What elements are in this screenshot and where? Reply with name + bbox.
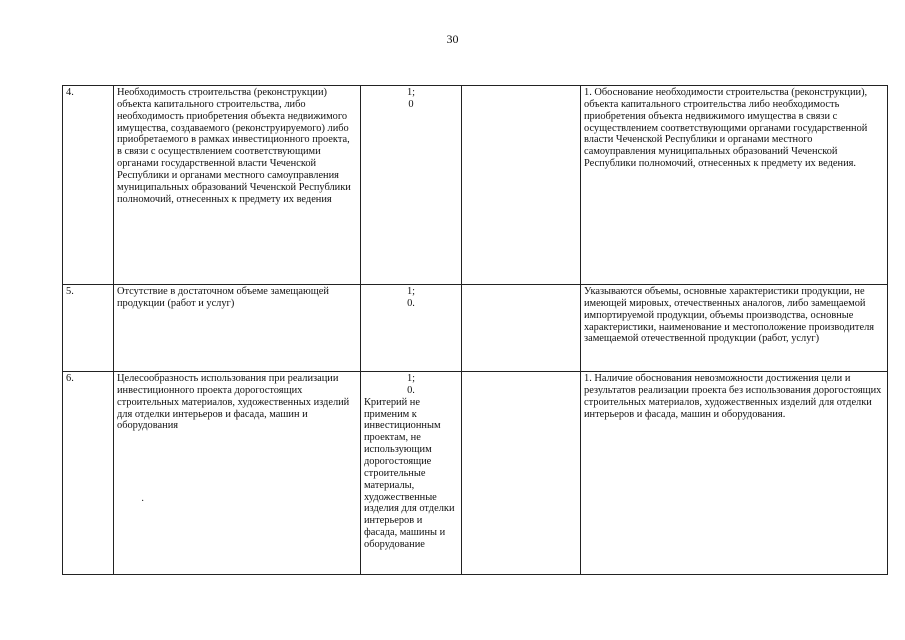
score-cell bbox=[361, 285, 462, 372]
criterion-text: Целесообразность использования при реализации инвестиционного проекта дорогостоящих строительных материалов, художественных изделий для отделки интерьеров и фасада, машин и оборудования bbox=[114, 372, 361, 575]
table-row bbox=[63, 86, 888, 285]
weight-cell bbox=[462, 86, 581, 285]
criterion-text: Необходимость строительства (реконструкции) объекта капитального строительства, либо необходимость приобретения объекта недвижимого имущества, создаваемого (реконструируемого) либо приобретаемого в рамках инвестиционного проекта, в связи с осуществлением соответствующими органами государственной власти Чеченской Республики и органами местного самоуправления муниципальных образований Чеченской Республики полномочий, отнесенных к предмету их ведения bbox=[114, 86, 361, 285]
scan-speck: · bbox=[141, 496, 145, 507]
description-text: 1. Наличие обоснования невозможности достижения цели и результатов реализации проекта без использования дорогостоящих строительных материалов, художественных изделий для отделки интерьеров и фасада, машин и оборудования. bbox=[581, 372, 888, 575]
weight-cell bbox=[462, 372, 581, 575]
score-values: 1; 0. bbox=[406, 286, 416, 309]
page-number: 30 bbox=[446, 32, 459, 46]
score-note: Критерий не применим к инвестиционным проектам, не использующим дорогостоящие строительные материалы, художественные изделия для отделки интерьеров и фасада, машины и оборудование bbox=[364, 396, 455, 551]
row-number: 6. bbox=[63, 372, 114, 575]
score-cell bbox=[361, 86, 462, 285]
weight-cell bbox=[462, 285, 581, 372]
score-values: 1; 0. bbox=[406, 373, 416, 396]
table-row bbox=[63, 285, 888, 372]
score-cell bbox=[361, 372, 462, 575]
row-number: 4. bbox=[63, 86, 114, 285]
description-text: 1. Обоснование необходимости строительства (реконструкции), объекта капитального строительства либо необходимость приобретения объекта недвижимого имущества в связи с осуществлением соответствующими органами государственной власти Чеченской Республики и органами местного самоуправления муниципальных образований Чеченской Республики полномочий, отнесенных к предмету их ведения. bbox=[581, 86, 888, 285]
score-values: 1; 0 bbox=[406, 87, 416, 110]
criteria-table bbox=[62, 85, 888, 575]
row-number: 5. bbox=[63, 285, 114, 372]
criterion-text: Отсутствие в достаточном объеме замещающей продукции (работ и услуг) bbox=[114, 285, 361, 372]
description-text: Указываются объемы, основные характеристики продукции, не имеющей мировых, отечественных аналогов, либо замещаемой импортируемой продукции, объемы производства, основные характеристики, наименование и местоположение производителя замещаемой отечественной продукции (работ, услуг) bbox=[581, 285, 888, 372]
table-row bbox=[63, 372, 888, 575]
